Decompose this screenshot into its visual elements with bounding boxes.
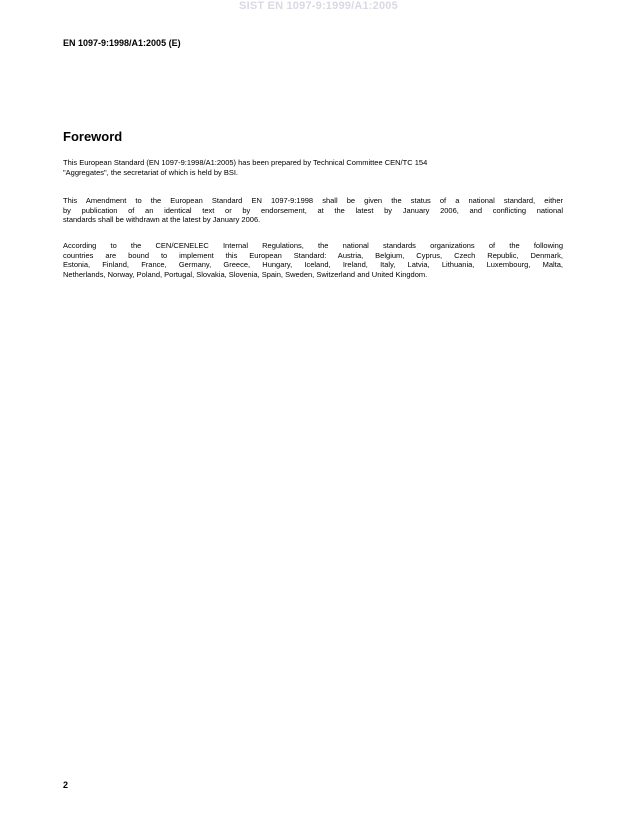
foreword-heading: Foreword [63,129,123,144]
paragraph-line: countries are bound to implement this European Standard: Austria, Belgium, Cyprus, Czech Republic, Denmark, [63,250,563,260]
watermark: SIST EN 1097-9:1999/A1:2005 [239,0,398,12]
paragraph-line: This European Standard (EN 1097-9:1998/A1:2005) has been prepared by Technical Committee CEN/TC 154 [63,158,428,167]
paragraph-line: by publication of an identical text or by endorsement, at the latest by January 2006, and conflicting national [63,205,563,215]
foreword-paragraph-3 [63,241,563,279]
paragraph-line: Estonia, Finland, France, Germany, Greece, Hungary, Iceland, Ireland, Italy, Latvia, Lithuania, Luxembourg, Malta, [63,260,563,269]
page-number: 2 [63,780,69,790]
paragraph-line: This Amendment to the European Standard EN 1097-9:1998 shall be given the status of a national standard, either [63,196,563,205]
paragraph-line: "Aggregates", the secretariat of which is held by BSI. [63,167,238,177]
foreword-paragraph-1 [63,158,563,177]
paragraph-line: Netherlands, Norway, Poland, Portugal, Slovakia, Slovenia, Spain, Sweden, Switzerland and United Kingdom. [63,269,428,279]
paragraph-line: standards shall be withdrawn at the latest by January 2006. [63,215,261,224]
paragraph-line: According to the CEN/CENELEC Internal Regulations, the national standards organizations of the following [63,241,563,250]
foreword-paragraph-2 [63,196,563,225]
document-reference: EN 1097-9:1998/A1:2005 (E) [63,38,181,48]
